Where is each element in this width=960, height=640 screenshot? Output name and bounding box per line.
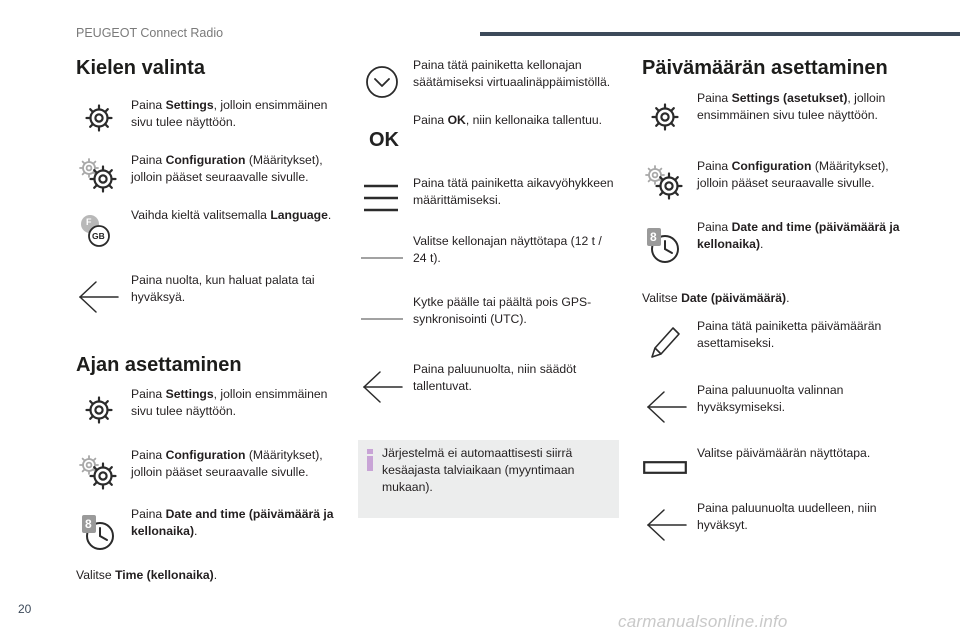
instruction-text: Valitse kellonajan näyttötapa (12 t / 24 t). — [413, 234, 602, 265]
select-time-text: Valitse Time (kellonaika). — [76, 568, 218, 582]
rectangle-button-icon — [643, 461, 687, 475]
double-gear-icon — [78, 455, 118, 491]
instruction-text: Paina Settings, jolloin ensimmäinen sivu tulee näyttöön. — [131, 98, 328, 129]
back-arrow-icon — [644, 507, 688, 543]
instruction-text: Paina tätä painiketta päivämäärän asettamiseksi. — [697, 319, 882, 350]
header-rule — [480, 32, 960, 36]
info-text: Järjestelmä ei automaattisesti siirrä kesäajasta talviaikaan (myyntimaan mukaan). — [382, 446, 575, 494]
instruction-text: Paina paluunuolta uudelleen, niin hyväksyt. — [697, 501, 877, 532]
thin-line-icon — [361, 317, 403, 321]
instruction-text: Paina Configuration (Määritykset), jolloin pääset seuraavalle sivulle. — [131, 153, 323, 184]
back-arrow-icon — [360, 369, 404, 405]
instruction-text: Paina Settings (asetukset), jolloin ensimmäinen sivu tulee näyttöön. — [697, 91, 886, 122]
section-title-time: Ajan asettaminen — [76, 354, 242, 376]
instruction-text: Paina nuolta, kun haluat palata tai hyväksyä. — [131, 273, 315, 304]
instruction-text: Valitse päivämäärän näyttötapa. — [697, 446, 871, 460]
watermark: carmanualsonline.info — [618, 612, 788, 631]
ok-icon: OK — [369, 129, 399, 151]
select-date-text: Valitse Date (päivämäärä). — [642, 291, 790, 305]
instruction-text: Vaihda kieltä valitsemalla Language. — [131, 208, 332, 222]
instruction-text: Paina Configuration (Määritykset), jolloin pääset seuraavalle sivulle. — [697, 159, 889, 190]
back-arrow-icon — [76, 279, 120, 315]
gear-icon — [84, 395, 114, 425]
flag-label-gb: GB — [92, 231, 105, 241]
instruction-text: Paina tätä painiketta kellonajan säätämiseksi virtuaalinäppäimistöllä. — [413, 58, 611, 89]
gear-icon — [84, 103, 114, 133]
instruction-text: Paina tätä painiketta aikavyöhykkeen määrittämiseksi. — [413, 176, 614, 207]
instruction-text: Paina OK, niin kellonaika tallentuu. — [413, 113, 603, 127]
pencil-icon — [648, 324, 682, 360]
flag-label-f: F — [86, 217, 92, 227]
double-gear-icon — [644, 165, 684, 201]
double-gear-icon — [78, 158, 118, 194]
info-box — [358, 440, 619, 518]
instruction-text: Paina Date and time (päivämäärä ja kellonaika). — [131, 507, 334, 538]
section-title-language: Kielen valinta — [76, 57, 205, 79]
back-arrow-icon — [644, 389, 688, 425]
clock-badge-number: 8 — [85, 517, 92, 531]
clock-8-icon — [80, 512, 120, 552]
language-flag-icon — [80, 212, 116, 248]
running-header: PEUGEOT Connect Radio — [76, 26, 224, 40]
clock-8-icon — [645, 225, 685, 265]
instruction-text: Paina Settings, jolloin ensimmäinen sivu tulee näyttöön. — [131, 387, 328, 418]
page-number: 20 — [18, 602, 32, 616]
info-icon — [365, 449, 375, 471]
instruction-text: Kytke päälle tai päältä pois GPS-synkronisointi (UTC). — [413, 295, 592, 326]
gear-icon — [650, 102, 680, 132]
instruction-text: Paina Date and time (päivämäärä ja kellonaika). — [697, 220, 900, 251]
instruction-text: Paina Configuration (Määritykset), jolloin pääset seuraavalle sivulle. — [131, 448, 323, 479]
instruction-text: Paina paluunuolta valinnan hyväksymiseksi. — [697, 383, 844, 414]
menu-lines-icon — [363, 183, 399, 213]
thin-line-icon — [361, 256, 403, 260]
instruction-text: Paina paluunuolta, niin säädöt tallentuvat. — [413, 362, 577, 393]
section-title-date: Päivämäärän asettaminen — [642, 57, 888, 79]
clock-badge-number: 8 — [650, 230, 657, 244]
chevron-down-circle-icon — [365, 65, 399, 99]
